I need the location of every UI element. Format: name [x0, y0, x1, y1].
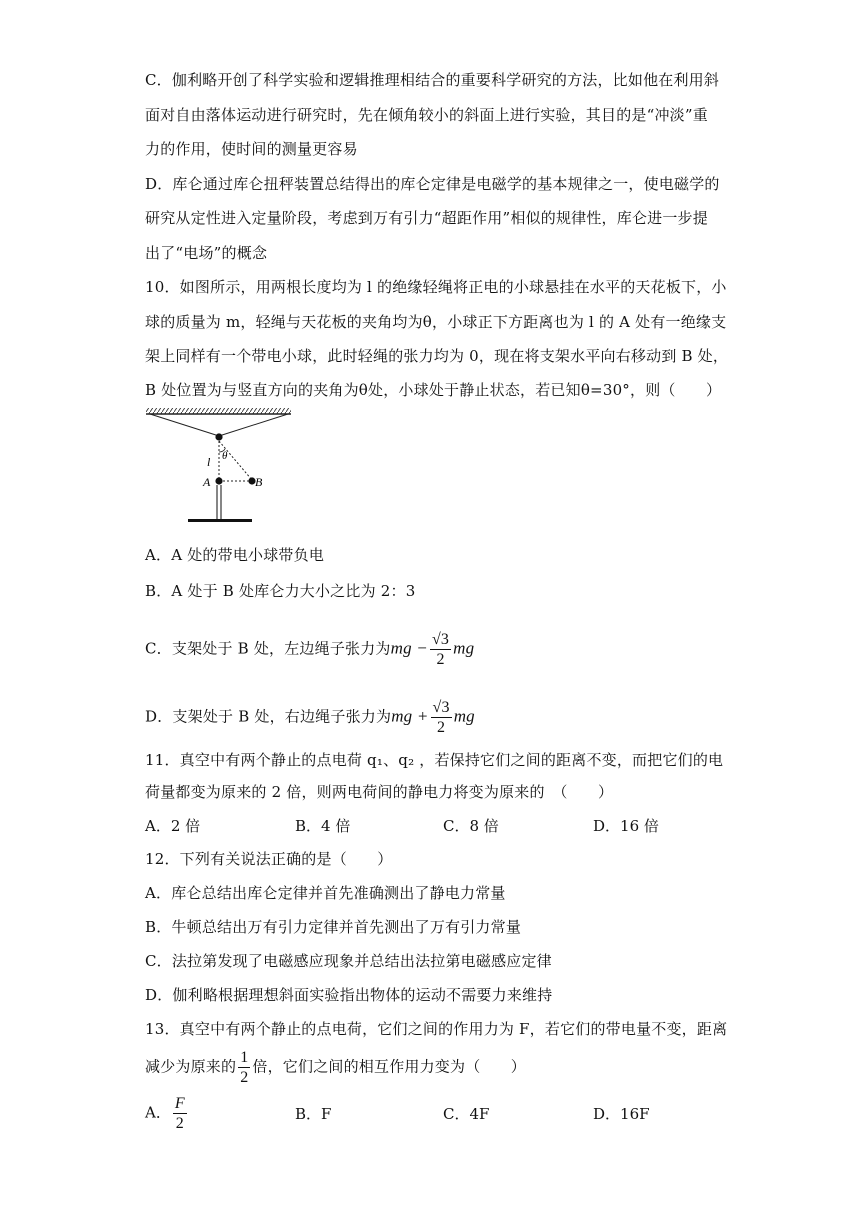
q11-option-c: C．8 倍	[443, 817, 499, 835]
q10-option-c	[145, 630, 474, 669]
q11-stem-line1: 11．真空中有两个静止的点电荷 q₁、q₂ ，若保持它们之间的距离不变，而把它们的电	[145, 751, 724, 769]
label-theta: θ	[222, 450, 228, 462]
q13-option-a-fraction	[173, 1094, 187, 1133]
q11-option-b: B．4 倍	[295, 817, 351, 835]
right-string	[219, 414, 288, 436]
q10-stem-line3: 架上同样有一个带电小球，此时轻绳的张力均为 0，现在将支架水平向右移动到 B 处，	[145, 347, 729, 365]
q10-option-d-post: mg	[453, 706, 475, 726]
q13-option-b: B．F	[295, 1105, 332, 1123]
fraction-numerator: 1	[240, 1049, 249, 1066]
fraction-numerator: F	[174, 1095, 185, 1112]
ceiling-hatch	[146, 408, 291, 414]
label-a: A	[203, 475, 211, 489]
stand-base	[188, 519, 252, 522]
q13-fraction-half	[238, 1048, 250, 1087]
q11-option-d: D．16 倍	[593, 817, 659, 835]
ball-a	[215, 477, 222, 484]
q10-option-b: B．A 处于 B 处库仑力大小之比为 2：3	[145, 582, 416, 600]
label-b: B	[255, 475, 263, 489]
q10-option-c-pre: mg −	[390, 638, 428, 658]
q13-option-c: C．4F	[443, 1105, 490, 1123]
hanging-ball	[215, 433, 222, 440]
q10-option-a: A．A 处的带电小球带负电	[145, 546, 325, 564]
fraction-denominator: 2	[175, 1115, 184, 1132]
q9-option-c-line3: 力的作用，使时间的测量更容易	[145, 140, 358, 158]
q10-stem-line1: 10．如图所示，用两根长度均为 l 的绝缘轻绳将正电的小球悬挂在水平的天花板下，小	[145, 278, 727, 296]
q10-figure-diagram	[146, 406, 296, 526]
fraction-numerator: √3	[432, 699, 450, 716]
q10-option-d	[145, 698, 475, 737]
q9-option-d-line1: D．库仑通过库仑扭秤装置总结得出的库仑定律是电磁学的基本规律之一，使电磁学的	[145, 175, 720, 193]
q10-option-c-post: mg	[453, 638, 475, 658]
q13-option-d: D．16F	[593, 1105, 650, 1123]
q10-option-d-fraction	[431, 698, 452, 737]
q12-option-b: B．牛顿总结出万有引力定律并首先测出了万有引力常量	[145, 918, 522, 936]
q12-option-c: C．法拉第发现了电磁感应现象并总结出法拉第电磁感应定律	[145, 952, 552, 970]
q13-stem-pre: 减少为原来的	[145, 1057, 237, 1076]
q13-option-a	[145, 1094, 189, 1133]
q10-stem-line2: 球的质量为 m，轻绳与天花板的夹角均为θ，小球正下方距离也为 l 的 A 处有一绝缘支	[145, 313, 727, 331]
q9-option-c-line1: C．伽利略开创了科学实验和逻辑推理相结合的重要科学研究的方法，比如他在利用斜	[145, 71, 720, 89]
label-l: l	[207, 455, 211, 469]
fraction-denominator: 2	[240, 1069, 249, 1086]
q12-option-a: A．库仑总结出库仑定律并首先准确测出了静电力常量	[145, 884, 506, 902]
fraction-denominator: 2	[436, 719, 446, 736]
q12-option-d: D．伽利略根据理想斜面实验指出物体的运动不需要力来维持	[145, 986, 553, 1004]
q11-stem-line2: 荷量都变为原来的 2 倍，则两电荷间的静电力将变为原来的 （ ）	[145, 783, 614, 801]
q9-option-d-line3: 出了“电场”的概念	[145, 244, 268, 262]
fraction-denominator: 2	[436, 651, 445, 668]
q10-stem-line4: B 处位置为与竖直方向的夹角为θ处，小球处于静止状态，若已知θ=30°，则（ ）	[145, 381, 722, 399]
q10-option-d-text: D．支架处于 B 处，右边绳子张力为	[145, 707, 392, 726]
q13-option-a-label: A．	[145, 1103, 171, 1122]
q12-stem: 12．下列有关说法正确的是（ ）	[145, 850, 393, 868]
q13-stem-line1: 13．真空中有两个静止的点电荷，它们之间的作用力为 F，若它们的带电量不变，距离	[145, 1020, 728, 1038]
left-string	[150, 414, 219, 436]
q11-option-a: A．2 倍	[145, 817, 201, 835]
q9-option-c-line2: 面对自由落体运动进行研究时，先在倾角较小的斜面上进行实验，其目的是“冲淡”重	[145, 106, 708, 124]
q13-stem-line2	[145, 1048, 526, 1087]
fraction-numerator: √3	[431, 631, 450, 648]
q9-option-d-line2: 研究从定性进入定量阶段，考虑到万有引力“超距作用”相似的规律性，库仑进一步提	[145, 209, 708, 227]
q13-stem-post: 倍，它们之间的相互作用力变为（ ）	[252, 1057, 527, 1076]
q10-option-d-pre: mg +	[391, 706, 429, 726]
q10-option-c-fraction	[430, 630, 451, 669]
q10-option-c-text: C．支架处于 B 处，左边绳子张力为	[145, 639, 391, 658]
